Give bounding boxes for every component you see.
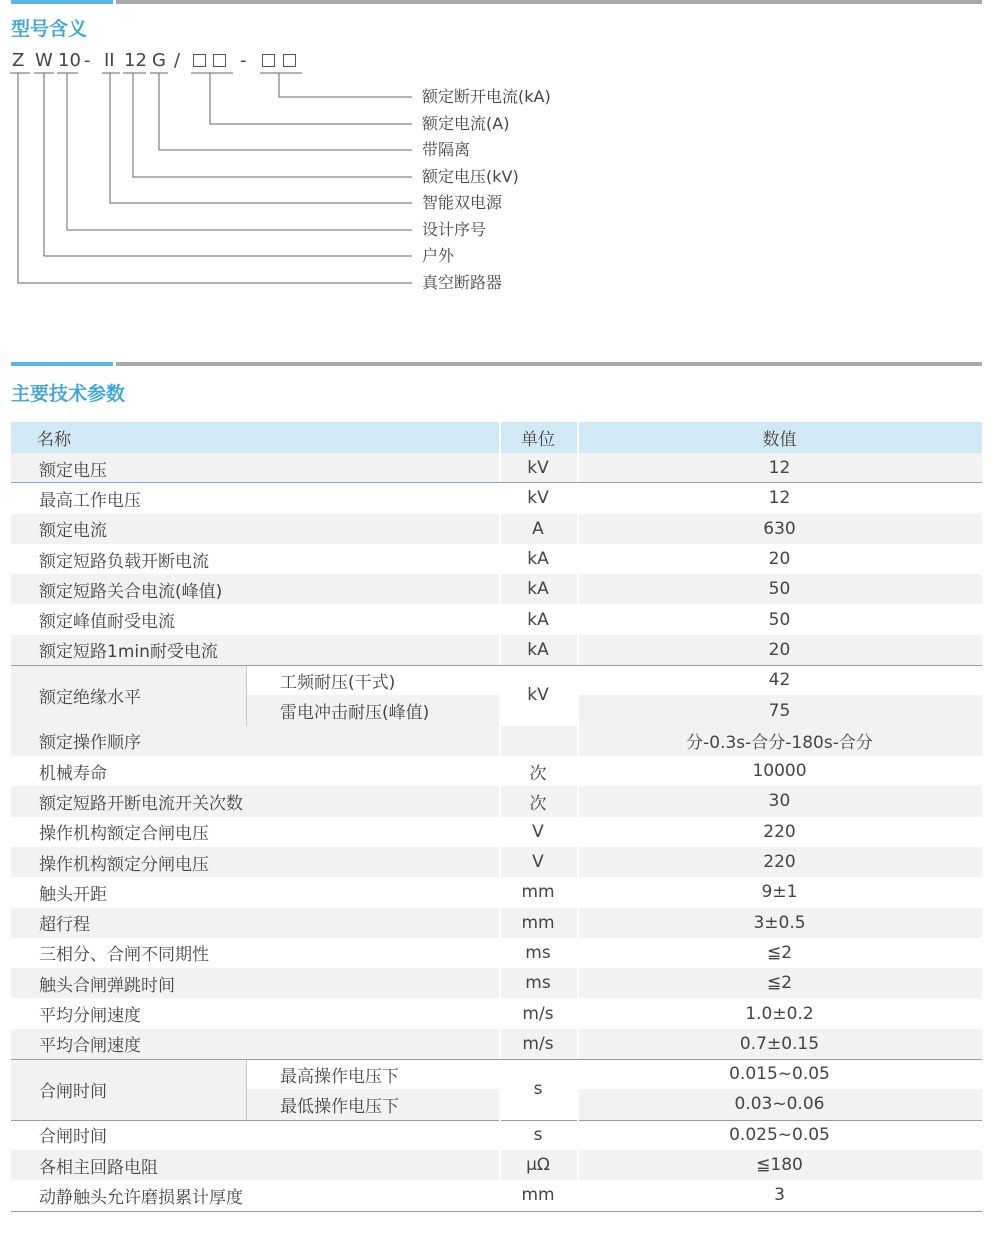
table-col-divider [577, 998, 579, 1028]
table-row-name: 三相分、合闸不同期性 [39, 945, 209, 966]
spec-table [11, 422, 982, 1214]
table-col-divider [499, 574, 501, 604]
table-row-name: 额定短路开断电流开关次数 [11, 786, 499, 816]
code-char-12: 12 [124, 50, 147, 71]
table-row-name: 触头合闸弹跳时间 [11, 968, 499, 998]
table-row-name: 触头开距 [39, 884, 107, 905]
table-row-value: 3 [774, 1185, 785, 1206]
table-col-divider [499, 605, 501, 635]
table-col-divider [499, 665, 501, 726]
table-col-divider [577, 635, 579, 665]
section2-title: 主要技术参数 [11, 383, 126, 405]
table-col-divider [499, 1180, 501, 1210]
table-row-value: 630 [577, 514, 982, 544]
table-row-name: 平均合闸速度 [11, 1029, 499, 1059]
table-col-divider [499, 1150, 501, 1180]
table-row-unit: 次 [529, 763, 547, 784]
table-row-value: 20 [768, 549, 791, 570]
table-col-divider [577, 665, 579, 726]
table-row-name: 额定电压 [11, 453, 499, 483]
table-col-divider [499, 726, 501, 756]
meaning-design-serial: 设计序号 [422, 220, 487, 239]
table-col-divider [499, 968, 501, 998]
code-char-slash: / [174, 50, 181, 71]
table-col-divider [499, 847, 501, 877]
table-col-divider [577, 726, 579, 756]
table-row-value: 10000 [752, 761, 807, 782]
table-row-unit: mm [521, 882, 555, 903]
meaning-rated-current: 额定电流(A) [422, 114, 510, 133]
table-row-value: 12 [768, 488, 791, 509]
table-row-value: 0.025~0.05 [729, 1124, 830, 1145]
table-row-value: 12 [577, 453, 982, 483]
table-col-divider [577, 1029, 579, 1059]
table-col-divider [577, 1059, 579, 1120]
table-row-value: 50 [577, 574, 982, 604]
table-row-name: 各相主回路电阻 [11, 1150, 499, 1180]
table-col-divider [499, 1120, 501, 1150]
table-row-name: 机械寿命 [39, 763, 107, 784]
table-row-unit: mm [521, 1185, 555, 1206]
table-row-name: 额定操作顺序 [11, 726, 499, 756]
table-group-name: 合闸时间 [11, 1059, 246, 1120]
table-row-name: 动静触头允许磨损累计厚度 [39, 1187, 243, 1208]
code-char-w: W [35, 50, 53, 71]
table-group-name: 额定绝缘水平 [11, 665, 246, 726]
table-row-unit: kV [499, 453, 577, 483]
table-col-divider [499, 453, 501, 483]
table-sub-value: 42 [768, 670, 791, 691]
table-col-divider [577, 968, 579, 998]
table-row-value: 9±1 [761, 882, 798, 903]
table-col-divider [577, 1150, 579, 1180]
table-row-unit: s [533, 1124, 543, 1145]
table-row-value: 20 [577, 635, 982, 665]
code-char-dash2: - [240, 50, 247, 71]
meaning-vacuum-breaker: 真空断路器 [422, 273, 503, 292]
table-sub-value: 0.015~0.05 [729, 1064, 830, 1085]
table-sub-value: 0.03~0.06 [577, 1089, 982, 1119]
section1-title: 型号含义 [11, 18, 88, 40]
table-col-divider [577, 1180, 579, 1210]
table-col-divider [499, 817, 501, 847]
table-row-value: 1.0±0.2 [745, 1003, 814, 1024]
table-row-value: ≦180 [577, 1150, 982, 1180]
table-col-divider [499, 908, 501, 938]
table-group-unit: s [533, 1079, 543, 1100]
table-col-divider [577, 756, 579, 786]
table-row-name: 额定短路关合电流(峰值) [11, 574, 499, 604]
table-col-divider [577, 544, 579, 574]
table-row-unit: ms [525, 942, 551, 963]
table-sub-divider [246, 665, 247, 726]
table-header-divider [577, 422, 579, 453]
table-col-divider [577, 938, 579, 968]
table-row-name: 超行程 [11, 908, 499, 938]
table-row-name: 额定峰值耐受电流 [39, 612, 175, 633]
table-col-divider [577, 514, 579, 544]
table-row-value: 3±0.5 [577, 908, 982, 938]
table-sub-label: 雷电冲击耐压(峰值) [246, 695, 499, 725]
table-col-divider [577, 877, 579, 907]
table-col-divider [577, 786, 579, 816]
table-row-unit: kV [527, 488, 549, 509]
table-row-name: 最高工作电压 [39, 490, 141, 511]
code-char-10: 10 [58, 50, 81, 71]
table-col-divider [499, 786, 501, 816]
table-row-unit: kA [499, 635, 577, 665]
table-row-value: 分-0.3s-合分-180s-合分 [577, 726, 982, 756]
table-row-value: 30 [577, 786, 982, 816]
table-sub-label: 最低操作电压下 [246, 1089, 499, 1119]
model-code-leader-lines [0, 0, 1000, 300]
table-group-unit: kV [527, 685, 549, 706]
meaning-dual-power: 智能双电源 [422, 193, 503, 212]
code-char-z: Z [12, 50, 25, 71]
table-row-value: 220 [763, 821, 796, 842]
table-col-divider [499, 483, 501, 513]
meaning-rated-voltage: 额定电压(kV) [422, 167, 519, 186]
section2-bar-accent [11, 362, 113, 366]
table-row-value: ≦2 [766, 942, 793, 963]
table-col-divider [577, 483, 579, 513]
table-row-unit: kA [527, 609, 549, 630]
table-col-divider [499, 756, 501, 786]
table-header-unit: 单位 [499, 422, 577, 453]
table-col-divider [499, 544, 501, 574]
table-row-unit: m/s [499, 1029, 577, 1059]
table-row-name: 操作机构额定合闸电压 [39, 824, 209, 845]
table-col-divider [577, 574, 579, 604]
table-row-unit: m/s [522, 1003, 554, 1024]
table-col-divider [577, 453, 579, 483]
table-row-value: 50 [768, 609, 791, 630]
table-row-name: 平均分闸速度 [39, 1006, 141, 1027]
table-sub-label: 工频耐压(干式) [280, 672, 396, 693]
table-group-top [11, 1059, 982, 1060]
meaning-rated-breaking-current: 额定断开电流(kA) [422, 87, 551, 106]
table-group-top [11, 665, 982, 666]
table-row-name: 额定电流 [11, 514, 499, 544]
table-col-divider [499, 1029, 501, 1059]
table-row-unit: mm [499, 908, 577, 938]
table-sub-label: 最高操作电压下 [280, 1066, 399, 1087]
table-row-name: 额定短路1min耐受电流 [11, 635, 499, 665]
meaning-outdoor: 户外 [422, 246, 455, 265]
table-col-divider [499, 514, 501, 544]
table-row-unit: V [499, 847, 577, 877]
table-row-unit: ms [499, 968, 577, 998]
table-row-name: 操作机构额定分闸电压 [11, 847, 499, 877]
table-row-unit: kA [499, 574, 577, 604]
section2-bar [116, 362, 982, 366]
table-col-divider [577, 605, 579, 635]
table-col-divider [499, 1059, 501, 1120]
table-sub-divider [246, 1059, 247, 1120]
table-row-unit: 次 [499, 786, 577, 816]
code-char-ii: II [104, 50, 115, 71]
table-row-unit: A [499, 514, 577, 544]
table-row-unit: μΩ [499, 1150, 577, 1180]
table-row-unit: kA [527, 549, 549, 570]
table-row-value: 0.7±0.15 [577, 1029, 982, 1059]
table-col-divider [499, 938, 501, 968]
table-col-divider [577, 817, 579, 847]
table-col-divider [577, 908, 579, 938]
table-col-divider [499, 998, 501, 1028]
table-col-divider [499, 877, 501, 907]
table-col-divider [499, 635, 501, 665]
table-row-value: 220 [577, 847, 982, 877]
table-row-name: 额定短路负载开断电流 [39, 551, 209, 572]
meaning-with-isolation: 带隔离 [422, 140, 471, 159]
code-char-g: G [152, 50, 166, 71]
table-row-unit: V [532, 821, 544, 842]
table-sub-value: 75 [577, 695, 982, 725]
table-row-name: 合闸时间 [39, 1127, 107, 1148]
table-row-unit [499, 726, 577, 756]
code-char-dash1: - [84, 50, 91, 71]
table-row-value: ≦2 [577, 968, 982, 998]
table-header-divider [499, 422, 501, 453]
table-bottom-border [11, 1211, 982, 1212]
table-header-value: 数值 [577, 422, 982, 453]
table-col-divider [577, 1120, 579, 1150]
table-header-name: 名称 [11, 422, 499, 453]
table-col-divider [577, 847, 579, 877]
